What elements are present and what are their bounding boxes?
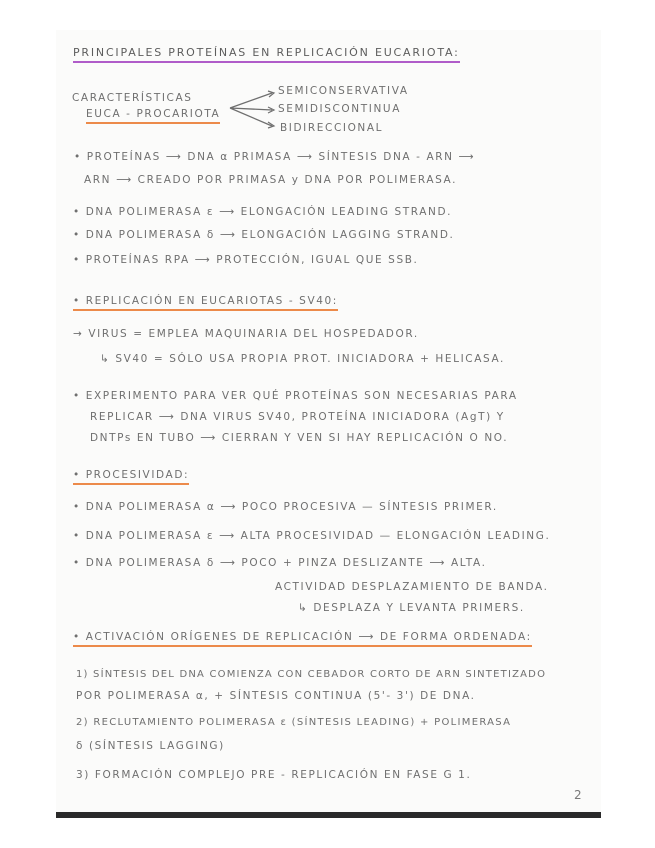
sv40-line: ↳ SV40 = SÓLO USA PROPIA PROT. INICIADORA + HELICASA. — [100, 353, 505, 365]
rpa-line: • PROTEÍNAS RPA ⟶ PROTECCIÓN, IGUAL QUE SSB. — [73, 254, 419, 266]
processivity-delta-cont-2: ↳ DESPLAZA Y LEVANTA PRIMERS. — [298, 602, 525, 614]
activation-step-2-line-1: 2) RECLUTAMIENTO POLIMERASA ε (SÍNTESIS LEADING) + POLIMERASA — [76, 717, 512, 728]
proteins-line-2: ARN ⟶ CREADO POR PRIMASA y DNA POR POLIMERASA. — [84, 174, 458, 186]
experiment-line-2: REPLICAR ⟶ DNA VIRUS SV40, PROTEÍNA INICIADORA (AgT) Y — [90, 411, 505, 423]
sv40-heading: • REPLICACIÓN EN EUCARIOTAS - SV40: — [73, 294, 338, 311]
characteristics-label-2: EUCA - PROCARIOTA — [86, 107, 220, 124]
processivity-delta-cont-1: ACTIVIDAD DESPLAZAMIENTO DE BANDA. — [275, 581, 549, 593]
processivity-epsilon: • DNA POLIMERASA ε ⟶ ALTA PROCESIVIDAD — ELONGACIÓN LEADING. — [73, 530, 551, 542]
activation-step-1-line-1: 1) SÍNTESIS DEL DNA COMIENZA CON CEBADOR CORTO DE ARN SINTETIZADO — [76, 669, 547, 680]
processivity-heading: • PROCESIVIDAD: — [73, 468, 189, 485]
characteristics-label-1: CARACTERÍSTICAS — [72, 92, 193, 104]
page-number: 2 — [574, 788, 582, 802]
activation-step-1-line-2: POR POLIMERASA α, + SÍNTESIS CONTINUA (5'- 3') DE DNA. — [76, 690, 476, 702]
processivity-delta: • DNA POLIMERASA δ ⟶ POCO + PINZA DESLIZANTE ⟶ ALTA. — [73, 557, 487, 569]
pol-epsilon-line: • DNA POLIMERASA ε ⟶ ELONGACIÓN LEADING STRAND. — [73, 206, 453, 218]
branch-arrows-icon — [228, 88, 278, 138]
activation-heading: • ACTIVACIÓN ORÍGENES DE REPLICACIÓN ⟶ DE FORMA ORDENADA: — [73, 630, 532, 647]
branch-semiconservative: SEMICONSERVATIVA — [278, 85, 409, 97]
activation-step-3: 3) FORMACIÓN COMPLEJO PRE - REPLICACIÓN EN FASE G 1. — [76, 769, 472, 781]
processivity-alpha: • DNA POLIMERASA α ⟶ POCO PROCESIVA — SÍNTESIS PRIMER. — [73, 501, 498, 513]
page-title: PRINCIPALES PROTEÍNAS EN REPLICACIÓN EUCARIOTA: — [73, 46, 460, 63]
activation-step-2-line-2: δ (SÍNTESIS LAGGING) — [76, 740, 225, 752]
experiment-line-3: DNTPs EN TUBO ⟶ CIERRAN Y VEN SI HAY REPLICACIÓN O NO. — [90, 432, 509, 444]
virus-line: → VIRUS = EMPLEA MAQUINARIA DEL HOSPEDADOR. — [73, 328, 419, 340]
pol-delta-line: • DNA POLIMERASA δ ⟶ ELONGACIÓN LAGGING STRAND. — [73, 229, 455, 241]
branch-bidirectional: BIDIRECCIONAL — [280, 122, 384, 134]
proteins-line-1: • PROTEÍNAS ⟶ DNA α PRIMASA ⟶ SÍNTESIS DNA - ARN ⟶ — [74, 151, 476, 163]
branch-semidiscontinuous: SEMIDISCONTINUA — [278, 103, 401, 115]
experiment-line-1: • EXPERIMENTO PARA VER QUÉ PROTEÍNAS SON NECESARIAS PARA — [73, 390, 518, 402]
